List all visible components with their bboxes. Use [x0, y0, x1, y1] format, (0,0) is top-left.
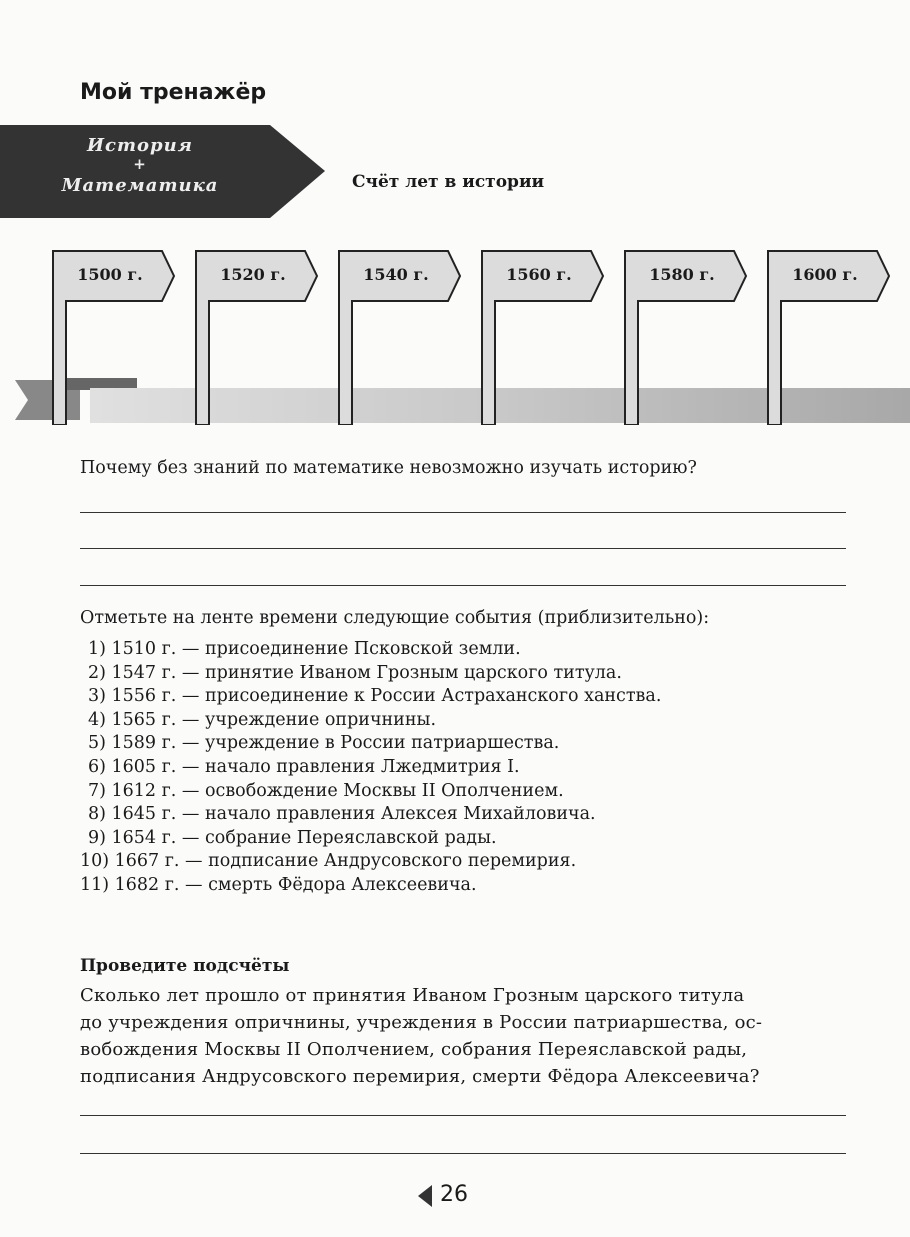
event-item: 1) 1510 г. — присоединение Псковской земли. [88, 639, 521, 659]
event-item: 11) 1682 г. — смерть Фёдора Алексеевича. [80, 875, 477, 895]
page-number: 26 [440, 1182, 468, 1207]
section-subtitle: Счёт лет в истории [352, 172, 545, 192]
calc-text-line: Сколько лет прошло от принятия Иваном Грозным царского титула [80, 985, 745, 1006]
banner-history: История [86, 135, 194, 156]
answer-line[interactable] [80, 1115, 846, 1116]
answer-line[interactable] [80, 548, 846, 549]
timeline [0, 240, 910, 425]
banner-math: Математика [61, 175, 219, 196]
page-title: Мой тренажёр [80, 80, 267, 105]
timeline-flag [767, 250, 892, 425]
flag-year-label: 1520 г. [220, 265, 286, 284]
timeline-flag [338, 250, 463, 425]
timeline-flag [195, 250, 320, 425]
timeline-flag [481, 250, 606, 425]
page-arrow-icon [418, 1185, 434, 1207]
flag-year-label: 1580 г. [649, 265, 715, 284]
flag-year-label: 1560 г. [506, 265, 572, 284]
subject-banner [0, 125, 325, 218]
flag-year-label: 1540 г. [363, 265, 429, 284]
timeline-flag [624, 250, 749, 425]
event-item: 6) 1605 г. — начало правления Лжедмитрия I. [88, 757, 520, 777]
events-intro: Отметьте на ленте времени следующие события (приблизительно): [80, 608, 710, 628]
answer-line[interactable] [80, 1153, 846, 1154]
banner-plus: + [133, 155, 147, 173]
answer-line[interactable] [80, 512, 846, 513]
flag-year-label: 1600 г. [792, 265, 858, 284]
calc-heading: Проведите подсчёты [80, 956, 290, 976]
event-item: 7) 1612 г. — освобождение Москвы II Ополчением. [88, 780, 564, 801]
event-item: 3) 1556 г. — присоединение к России Астраханского ханства. [88, 686, 662, 707]
event-item: 4) 1565 г. — учреждение опричнины. [88, 709, 437, 730]
calc-text-line: подписания Андрусовского перемирия, смерти Фёдора Алексеевича? [80, 1066, 760, 1087]
event-item: 5) 1589 г. — учреждение в России патриаршества. [88, 733, 560, 754]
timeline-flag [52, 250, 177, 425]
event-item: 8) 1645 г. — начало правления Алексея Михайловича. [88, 804, 596, 825]
calc-text-line: вобождения Москвы II Ополчением, собрания Переяславской рады, [80, 1039, 748, 1060]
flag-year-label: 1500 г. [77, 265, 143, 284]
event-item: 10) 1667 г. — подписание Андрусовского перемирия. [80, 851, 577, 872]
event-item: 2) 1547 г. — принятие Иваном Грозным царского титула. [88, 662, 622, 683]
question-math-history: Почему без знаний по математике невозможно изучать историю? [80, 458, 697, 478]
answer-line[interactable] [80, 585, 846, 586]
event-item: 9) 1654 г. — собрание Переяславской рады. [88, 827, 497, 848]
calc-text-line: до учреждения опричнины, учреждения в России патриаршества, ос- [80, 1012, 763, 1033]
